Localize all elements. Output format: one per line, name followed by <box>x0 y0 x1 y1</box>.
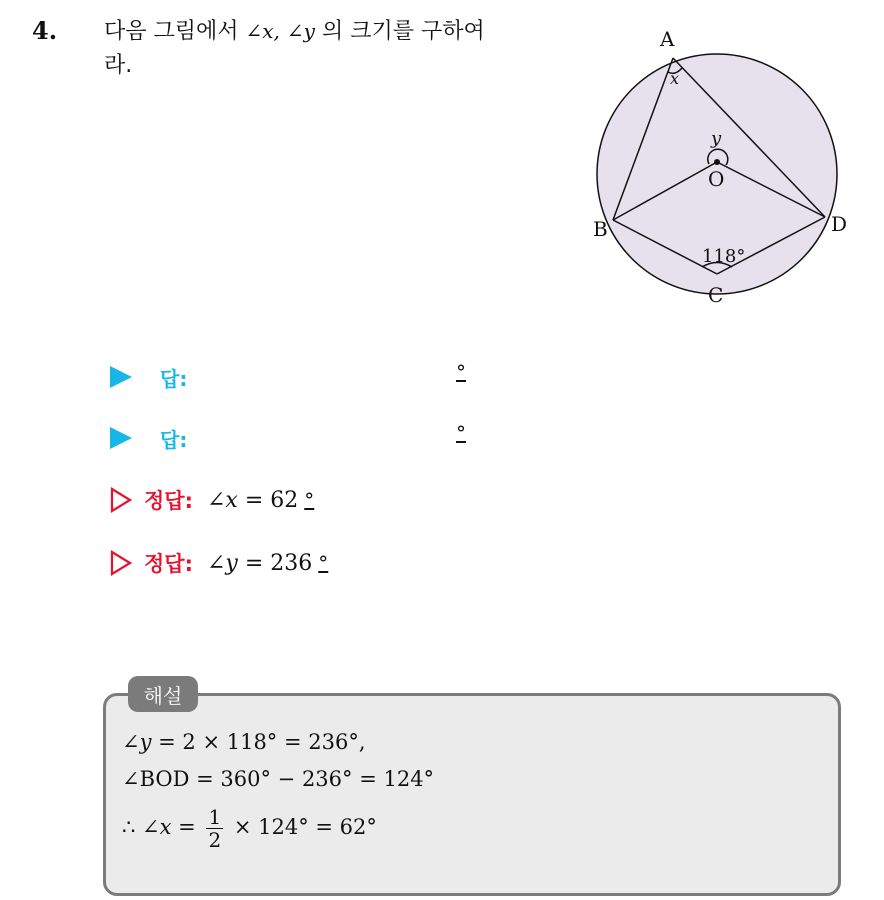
outline-triangle-icon <box>110 550 132 576</box>
fraction-denominator: 2 <box>208 828 222 852</box>
explanation-line-1 <box>122 730 366 754</box>
label-x: x <box>670 69 680 88</box>
question-text <box>104 14 574 83</box>
answer-unit: ° <box>456 360 466 384</box>
answer-blank-row-1 <box>110 360 510 394</box>
explanation-box <box>103 693 841 896</box>
solution-result: × 124° = 62° <box>227 815 377 839</box>
fraction-numerator: 1 <box>208 805 222 829</box>
answer-label: 답: <box>160 366 188 391</box>
correct-answer-unit: ° <box>304 488 315 512</box>
label-y: y <box>711 128 722 149</box>
answer-label: 답: <box>160 427 188 452</box>
correct-answer-value <box>207 551 312 576</box>
solution-variable: ∠y <box>122 730 152 754</box>
equals-sign: = <box>171 815 203 839</box>
label-angle-C: 118° <box>702 246 746 267</box>
answer-expression: = 236 <box>237 550 313 576</box>
correct-answer-value <box>207 488 298 513</box>
answer-blank-row-2 <box>110 421 510 455</box>
answer-variable: ∠x <box>206 487 238 513</box>
correct-answer-row-1 <box>110 483 314 517</box>
explanation-line-2: ∠BOD = 360° − 236° = 124° <box>122 767 435 791</box>
play-triangle-icon <box>110 427 132 449</box>
label-C: C <box>708 283 724 307</box>
solution-expression: = 2 × 118° = 236°, <box>151 730 366 754</box>
label-A: A <box>660 27 675 51</box>
answer-unit: ° <box>456 421 466 445</box>
question-text-before: 다음 그림에서 <box>104 19 246 44</box>
answer-expression: = 62 <box>237 487 299 513</box>
correct-answer-label: 정답: <box>144 489 193 513</box>
correct-answer-row-2 <box>110 546 328 580</box>
angle-y-symbol: ∠y <box>286 19 315 43</box>
play-triangle-icon <box>110 366 132 388</box>
question-text-line2: 라. <box>104 53 133 78</box>
correct-answer-unit: ° <box>318 551 329 575</box>
label-D: D <box>831 212 848 236</box>
label-B: B <box>593 217 608 241</box>
outline-triangle-icon <box>110 487 132 513</box>
fraction-one-half <box>206 806 223 851</box>
angle-x-symbol: ∠x, <box>245 19 280 43</box>
question-number: 4. <box>32 16 58 45</box>
label-O: O <box>708 167 725 191</box>
solution-variable: ∠x <box>142 815 172 839</box>
explanation-tag: 해설 <box>128 676 198 712</box>
center-point <box>714 159 720 165</box>
therefore-symbol: ∴ <box>122 815 143 839</box>
question-text-after: 의 크기를 구하여 <box>314 19 485 44</box>
correct-answer-label: 정답: <box>144 552 193 576</box>
answer-variable: ∠y <box>206 550 238 576</box>
circle-figure <box>585 24 875 314</box>
explanation-line-3 <box>122 806 377 851</box>
